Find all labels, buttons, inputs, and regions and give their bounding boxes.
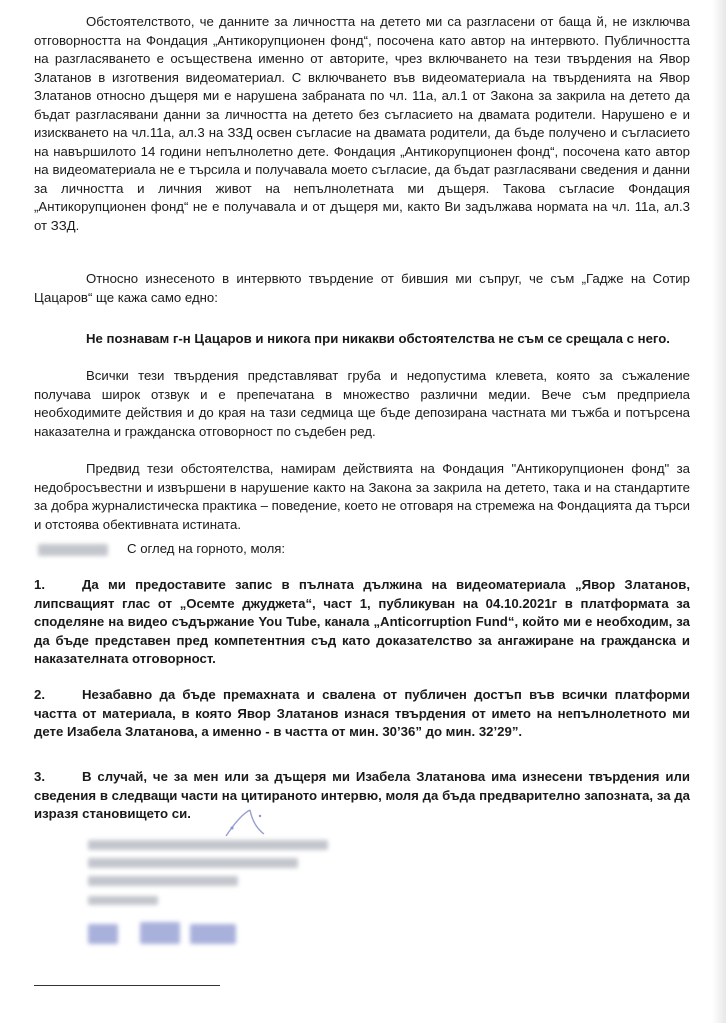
item-text: В случай, че за мен или за дъщеря ми Изабела Златанова има изнесени твърдения или сведения в следващи части на цитираното интервю, моля да бъда предварително запозната, за да изразя становището си. xyxy=(34,769,690,821)
item-number: 3. xyxy=(34,769,45,784)
paragraph-denial: Не познавам г-н Цацаров и никога при никакви обстоятелства не съм се срещала с него. xyxy=(86,331,670,346)
item-number: 1. xyxy=(34,577,45,592)
request-item-3 xyxy=(34,768,690,824)
footnote-divider xyxy=(34,985,220,986)
redacted-line xyxy=(88,876,238,886)
redacted-text xyxy=(38,544,108,556)
item-number: 2. xyxy=(34,687,45,702)
request-item-2 xyxy=(34,686,690,742)
redacted-line xyxy=(88,840,328,850)
paragraph-request-intro: С оглед на горното, моля: xyxy=(127,541,286,556)
request-item-1 xyxy=(34,576,690,669)
paragraph-publicity: Обстоятелството, че данните за личността на детето ми са разгласени от баща й, не изключва отговорността на Фондация „Антикорупционен фонд“, посочена като автор на интервюто. Публичността на разгласяването е осъществена именно от авторите, чрез включването на тези твърдения на Явор Златанов в изготвения видеоматериал. С включването във видеоматериала на твърденията на Явор Златанов относно дъщеря ми е нарушена забраната по чл. 11а, ал.1 от Закона за закрила на детето да бъдат разгласявани данни за личността на детето без съгласието на двамата родители. Нарушено е и изискването на чл.11а, ал.3 на ЗЗД освен съгласие на двамата родители, да бъде получено и съгласието на навършилото 14 години непълнолетно дете. Фондация „Антикорупционен фонд“, посочена като автор на видеоматериала не е търсила и получавала моето съгласие, да бъдат разгласявани сведения и данни за личността и личния живот на непълнолетната ми дъщеря. Такова съгласие Фондация „Антикорупционен фонд“ не е получавала и от дъщеря ми, както Ви задължава нормата на чл. 11а, ал.3 от ЗЗД. xyxy=(34,14,690,233)
paragraph-defamation: Всички тези твърдения представляват груба и недопустима клевета, която за съжаление получава широк отзвук и е препечатана в множество различни медии. Вече съм предприела необходимите действия и до края на тази седмица ще бъде депозирана частната ми тъжба и потърсена наказателна и гражданска отговорност по съдебен ред. xyxy=(34,368,690,439)
scan-edge xyxy=(712,0,726,1023)
signature-mark xyxy=(220,806,280,840)
paragraph-foundation-actions: Предвид тези обстоятелства, намирам действията на Фондация "Антикорупционен фонд" за недобросъвестни и извършени в нарушение както на Закона за закрила на детето, така и на стандартите за добра журналистическа практика – поведение, което не отговаря на стремежа на Фондацията да търси и отстоява обективната истината. xyxy=(34,461,690,532)
paragraph-claim: Относно изнесеното в интервюто твърдение от бившия ми съпруг, че съм „Гадже на Сотир Цацаров“ ще кажа само едно: xyxy=(34,271,690,305)
redacted-line xyxy=(88,896,158,905)
redacted-line xyxy=(88,924,118,944)
redacted-line xyxy=(140,922,180,944)
item-text: Да ми предоставите запис в пълната дължина на видеоматериала „Явор Златанов, липсващият глас от „Осемте джуджета“, част 1, публикуван на 04.10.2021г в платформата за споделяне на видео съдържание You Tube, канала „Anticorruption Fund“, който ми е необходим, за да бъде представен пред компетентния съд като доказателство за ангажиране на гражданска и наказателната отговорност. xyxy=(34,577,690,666)
redacted-line xyxy=(190,924,236,944)
item-text: Незабавно да бъде премахната и свалена от публичен достъп във всички платформи частта от материала, в която Явор Златанов изнася твърдения от името на непълнолетното ми дете Изабела Златанова, а именно - в частта от мин. 30’36” до мин. 32’29”. xyxy=(34,687,690,739)
redacted-line xyxy=(88,858,298,868)
